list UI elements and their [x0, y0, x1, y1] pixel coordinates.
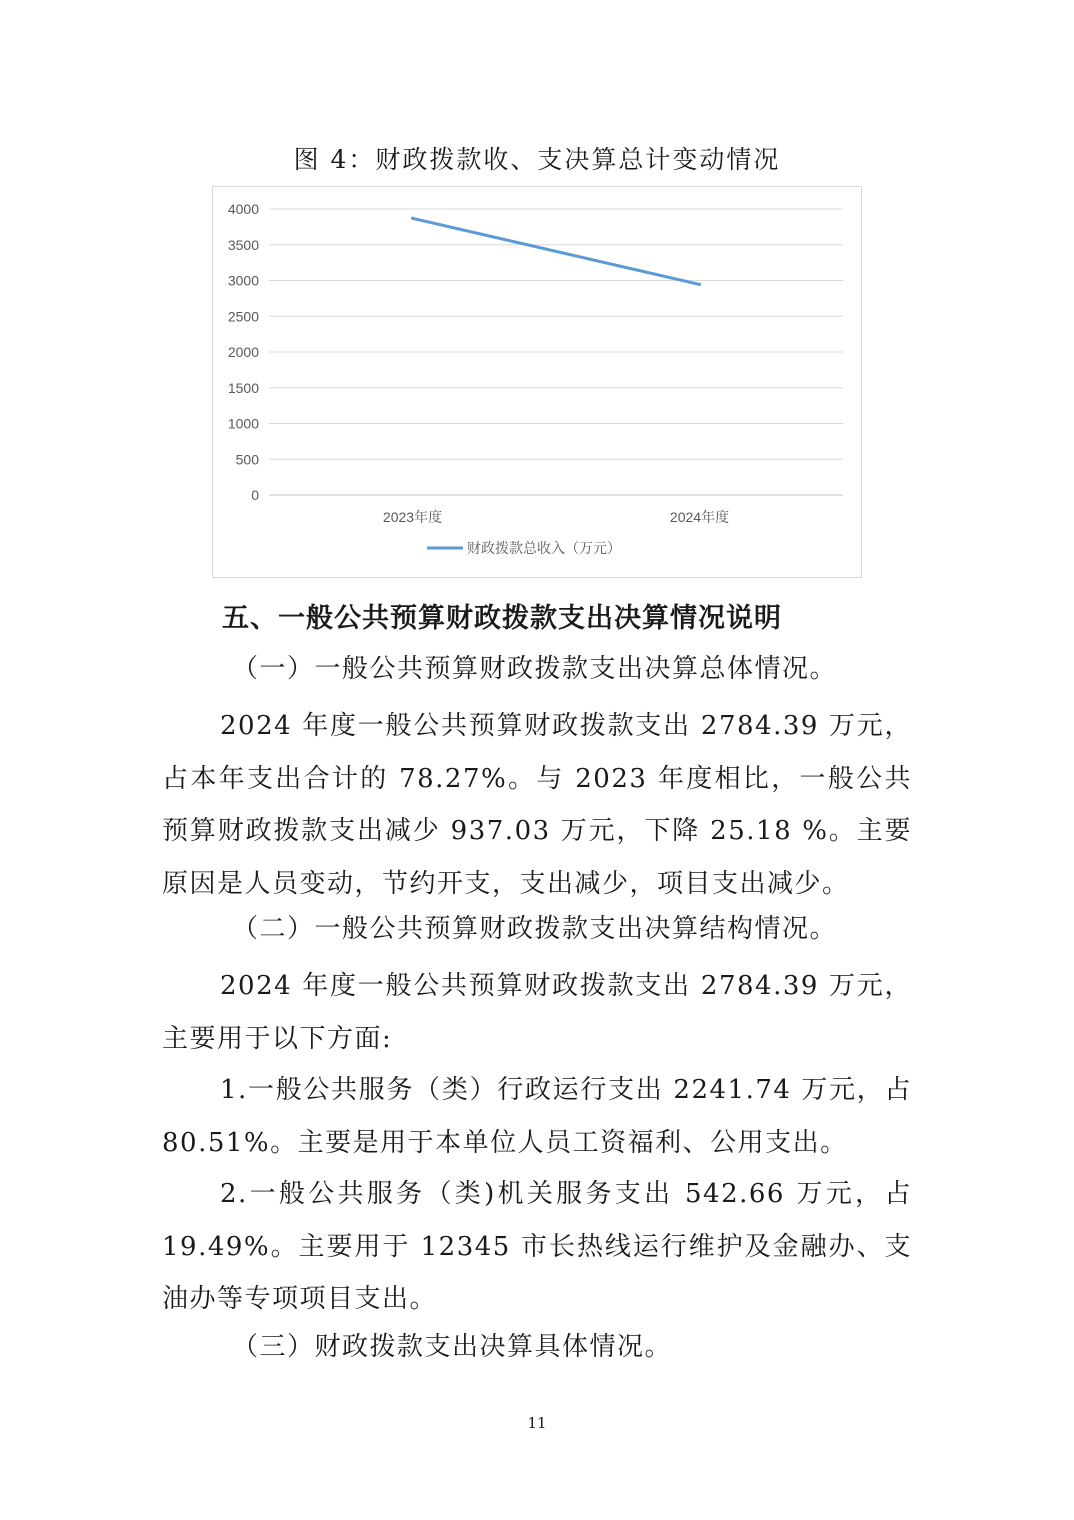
section-heading: 五、一般公共预算财政拨款支出决算情况说明 [222, 603, 782, 634]
page-number: 11 [527, 1414, 547, 1432]
list-item-1: 1.一般公共服务（类）行政运行支出 2241.74 万元，占 80.51%。主要是用于本单位人员工资福利、公用支出。 [162, 1075, 912, 1158]
paragraph-1: 2024 年度一般公共预算财政拨款支出 2784.39 万元，占本年支出合计的 78.27%。与 2023 年度相比，一般公共预算财政拨款支出减少 937.03 万元，下降 25.18 %。主要原因是人员变动，节约开支，支出减少，项目支出减少。 [162, 711, 912, 899]
subheading-3: （三）财政拨款支出决算具体情况。 [232, 1332, 673, 1362]
y-tick-label: 3000 [227, 272, 259, 289]
figure-caption: 图 4：财政拨款收、支决算总计变动情况 [293, 145, 781, 174]
x-tick-label: 2024年度 [669, 509, 730, 525]
list-item-2: 2.一般公共服务（类)机关服务支出 542.66 万元，占 19.49%。主要用于 12345 市长热线运行维护及金融办、支油办等专项项目支出。 [162, 1179, 912, 1314]
series-line [413, 218, 700, 284]
y-tick-label: 0 [251, 487, 259, 503]
line-chart [212, 186, 862, 578]
subheading-1: （一）一般公共预算财政拨款支出决算总体情况。 [232, 654, 838, 684]
data-point [698, 283, 701, 286]
subheading-2: （二）一般公共预算财政拨款支出决算结构情况。 [232, 914, 838, 944]
y-tick-label: 1000 [227, 415, 259, 432]
y-tick-label: 4000 [227, 201, 259, 217]
y-tick-label: 500 [235, 451, 259, 468]
data-point [411, 217, 414, 220]
y-tick-label: 3500 [227, 236, 259, 253]
y-tick-label: 1500 [227, 379, 259, 396]
y-tick-label: 2500 [227, 308, 259, 325]
x-tick-label: 2023年度 [382, 509, 443, 525]
chart-canvas [213, 187, 863, 579]
y-tick-label: 2000 [227, 344, 259, 360]
legend-label: 财政拨款总收入（万元） [467, 540, 621, 556]
paragraph-2: 2024 年度一般公共预算财政拨款支出 2784.39 万元，主要用于以下方面: [162, 971, 912, 1054]
